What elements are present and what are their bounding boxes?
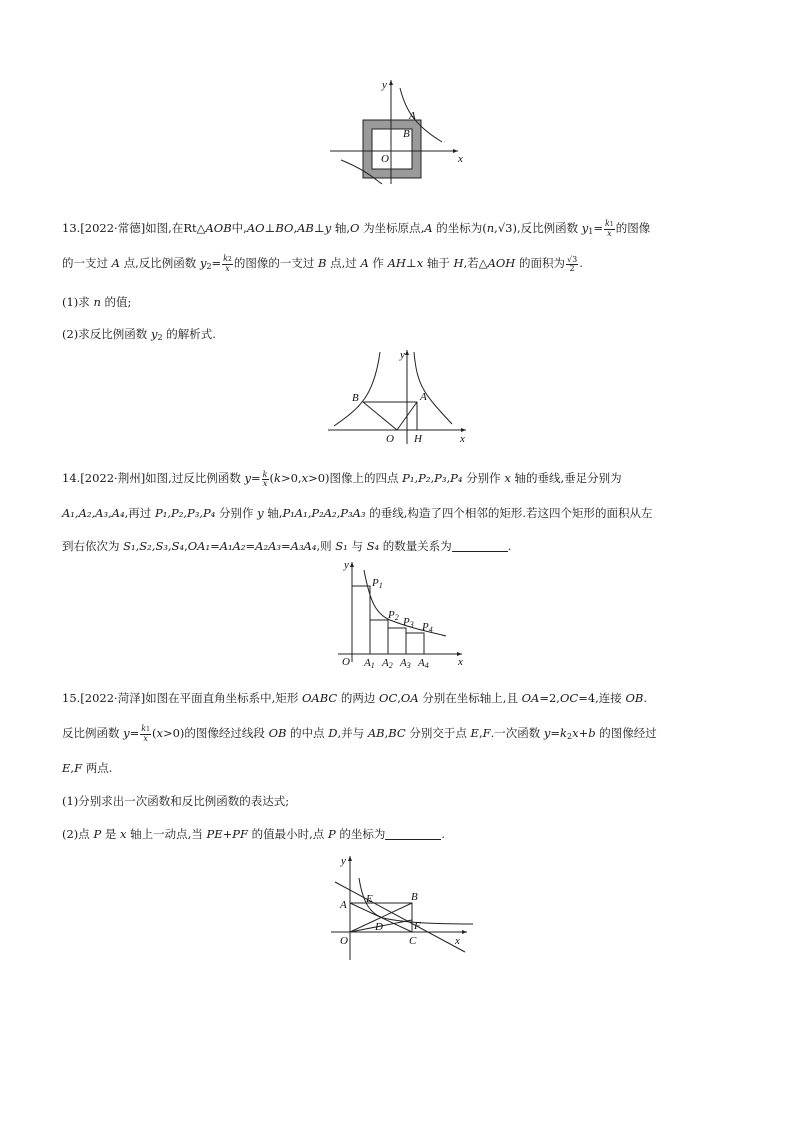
q14-text: >0)图像上的四点 [308,471,403,485]
label-x: x [458,656,463,668]
q15-var-x: x [120,827,127,841]
q13-text: 为坐标原点, [359,221,425,235]
label-F: F [414,920,421,932]
q13-eq: = [211,256,222,270]
q14-text: 到右依次为 [62,539,124,553]
q13-text: 的解析式. [162,327,216,341]
q15-text: 分别在坐标轴上,且 [418,691,522,705]
y-axis-arrow [348,856,352,861]
q15-frac-k1 [140,725,151,743]
label-A3-main: A [400,657,407,669]
label-O: O [340,935,348,947]
q14-text: 分别作 [462,471,505,485]
q13-frac-k2 [222,255,233,273]
q15-var-b: b [588,726,596,740]
q13-text: 的面积为 [515,256,565,270]
q13-point-a: A [360,256,369,270]
figure-q13 [320,346,475,446]
q15-part2 [62,826,742,842]
q13-sub: 2 [206,262,212,271]
q13-text: (1)求 [62,295,94,309]
q13-text: 作 [368,256,388,270]
q13-text: , [293,221,298,235]
q15-text: =2, [539,691,560,705]
q15-text: >0)的图像经过线段 [162,726,269,740]
q14-var-x: x [301,471,309,485]
q15-seg-pe: PE [206,827,223,841]
hyperbola-left-branch [334,352,380,426]
q13-sub: 2 [157,333,163,342]
label-P1-sub: 1 [378,581,383,590]
label-P4 [421,621,433,634]
label-x: x [460,433,465,445]
frac-num: √3 [567,254,578,264]
q13-var-y2: y [199,256,207,270]
q14-svg [330,558,470,670]
label-A2 [381,657,393,670]
q15-line1 [62,690,742,706]
q15-point-p: P [93,827,102,841]
q15-text: =4,连接 [578,691,626,705]
q14-text: 与 [347,539,367,553]
q15-seg-oc: OC [379,691,398,705]
q13-text: 的一支过 [62,256,112,270]
square-frame-svg [330,74,470,184]
q13-text: 点,过 [326,256,361,270]
q15-point-f: F [74,761,83,775]
q14-feet: A₁,A₂,A₃,A₄ [62,506,125,520]
label-A2-sub: 2 [388,661,393,670]
q14-line3 [62,538,742,554]
q15-part1 [62,793,742,809]
q13-point-o: O [350,221,360,235]
q13-sub: 1 [588,227,594,236]
q13-eq: = [593,221,604,235]
q15-text: (2)点 [62,827,94,841]
frac-num: k [262,469,268,479]
label-O: O [386,433,394,445]
q14-points: P₁,P₂,P₃,P₄ [402,471,463,485]
q13-point-h: H [453,256,464,270]
x-axis-arrow [462,930,467,934]
q15-text: . [441,827,446,841]
q15-text: .一次函数 [490,726,544,740]
q15-var-y: y [543,726,551,740]
q15-eq: = [550,726,561,740]
q15-text: (1)分别求出一次函数和反比例函数的表达式; [62,794,290,808]
q14-var-k: k [274,471,281,485]
q13-text: 的值; [100,295,132,309]
q15-point-f: F [482,726,491,740]
q13-point-a: A [111,256,120,270]
q13-text: . [579,256,583,270]
label-y: y [400,349,405,361]
q15-sub: 2 [567,732,573,741]
q15-seg-ob: OB [625,691,644,705]
q14-var-y: y [244,471,251,485]
q15-text: 的两边 [337,691,380,705]
q13-text: 轴, [331,221,351,235]
frac-den: x [262,478,268,488]
q14-text: 轴的垂线,垂足分别为 [510,471,622,485]
frac-den: 2 [569,263,575,273]
q15-point-e: E [470,726,479,740]
q14-equal-segments: OA₁=A₁A₂=A₂A₃=A₃A₄ [187,539,317,553]
q14-text: >0, [280,471,302,485]
q13-seg-bo: BO [275,221,294,235]
q15-var-y: y [123,726,130,740]
q15-seg-ob: OB [268,726,287,740]
q15-text: , [478,726,483,740]
frac-den: x [143,734,148,743]
label-B: B [403,128,410,140]
q13-line1 [62,220,742,240]
q13-text: 的图像的一支过 [233,256,319,270]
segment-bo [363,402,397,430]
figure-square-frame [330,74,470,184]
figure-q15 [325,852,475,964]
q14-segments: P₁A₁,P₂A₂,P₃A₃ [282,506,366,520]
q14-areas: S₁,S₂,S₃,S₄ [123,539,185,553]
q15-text: 的图像经过 [595,726,657,740]
label-A4 [417,657,429,670]
q14-s4: S₄ [366,539,380,553]
q15-plus: + [222,827,233,841]
q15-svg [325,852,475,964]
q15-seg-bc: BC [388,726,406,740]
q15-var-x: x [572,726,579,740]
q13-text: (2)求反比例函数 [62,327,151,341]
frac-num: k [605,219,610,228]
q13-point-b: B [318,256,327,270]
label-P4-main: P [422,621,429,633]
label-A: A [340,899,347,911]
label-B: B [352,392,359,404]
q13-seg-ah: AH [387,256,406,270]
q14-points: P₁,P₂,P₃,P₄ [154,506,216,520]
q13-var-y: y [324,221,332,235]
label-P1 [371,577,383,590]
q13-frac-area [566,256,578,273]
label-P3-main: P [403,616,410,628]
label-P4-sub: 4 [428,625,433,634]
q13-perp: ⊥ [405,256,417,270]
q13-triangle: AOB [205,221,232,235]
q14-text: 的垂线,构造了四个相邻的矩形.若这四个矩形的面积从左 [365,506,653,520]
q15-var-k: k [560,726,567,740]
label-B: B [411,891,418,903]
q15-line3 [62,760,742,776]
q13-seg-ab: AB [297,221,314,235]
q14-answer-blank[interactable] [452,541,508,552]
label-E: E [366,893,373,905]
label-P2-sub: 2 [394,613,399,622]
label-P2-main: P [388,609,395,621]
label-A3 [399,657,411,670]
q15-text: , [397,691,401,705]
q14-text: 的数量关系为 [379,539,452,553]
q15-line2 [62,725,742,745]
q15-text: ( [151,726,157,740]
q14-var-y: y [257,506,264,520]
label-A4-sub: 4 [424,661,429,670]
label-A: A [420,391,427,403]
label-P1-main: P [372,577,379,589]
q13-text: 轴于 [423,256,454,270]
q14-text: , [184,539,188,553]
q14-var-x: x [504,471,511,485]
label-A4-main: A [418,657,425,669]
label-O: O [381,153,389,165]
frac-den: x [607,229,612,238]
label-A1-sub: 1 [370,661,375,670]
rectangle-s1 [352,586,370,654]
q15-text: , [70,761,75,775]
q13-var-n: n [93,295,101,309]
q15-point-p: P [327,827,336,841]
q15-point-e: E [62,761,71,775]
q15-text: 分别交于点 [405,726,471,740]
q15-answer-blank[interactable] [385,829,441,840]
q15-text: 反比例函数 [62,726,124,740]
q15-plus: + [578,726,589,740]
label-x: x [458,153,463,165]
y-axis-arrow [405,350,409,355]
q14-line2 [62,505,742,521]
q15-seg-oa: OA [400,691,419,705]
label-H: H [414,433,422,445]
q15-text: 是 [101,827,121,841]
rectangle-s3 [388,628,406,654]
q14-s1: S₁ [335,539,348,553]
label-x: x [455,935,460,947]
q14-text: 14.[2022·荆州]如图,过反比例函数 [62,471,245,485]
frac-num: k [141,724,147,733]
q13-triangle-aoh: AOH [487,256,516,270]
q15-eq: = [129,726,140,740]
label-O: O [342,656,350,668]
q13-var-y1: y [581,221,589,235]
q14-text: 分别作 [215,506,258,520]
frac-sub: 1 [146,726,150,733]
q15-text: 轴上一动点,当 [126,827,207,841]
q15-seg-pf: PF [232,827,248,841]
q13-var-n: n [486,221,495,235]
q13-var-x: x [416,256,424,270]
q13-text: 中, [231,221,247,235]
q15-seg-oa: OA [521,691,540,705]
frac-sub: 1 [609,221,614,228]
label-C: C [409,935,417,947]
label-D: D [375,921,383,933]
q13-frac-k1 [604,220,615,238]
x-axis-arrow [461,428,466,432]
q15-text: , [384,726,389,740]
label-y: y [382,79,387,91]
q14-frac-k [262,471,269,488]
q15-rect: OABC [302,691,338,705]
q13-svg [320,346,475,446]
q13-text: 13.[2022·常德]如图,在Rt△ [62,221,206,235]
label-P3-sub: 3 [409,620,414,629]
q13-line2 [62,255,742,275]
q14-text: ,则 [316,539,336,553]
q14-text: 轴, [263,506,283,520]
frac-num: k [223,254,229,263]
label-P3 [402,616,414,629]
q15-seg-oc: OC [559,691,579,705]
q14-eq: = [251,471,261,485]
q15-text: 两点. [82,761,113,775]
line-ef [335,882,465,952]
q13-text: 的坐标为( [432,221,487,235]
label-y: y [344,559,349,571]
q13-text: 的图像 [615,221,651,235]
q13-part1 [62,294,742,310]
q13-text: ,若△ [463,256,488,270]
label-A1-main: A [364,657,371,669]
label-P2 [387,609,399,622]
label-A3-sub: 3 [406,661,411,670]
q15-text: 的坐标为 [335,827,386,841]
q13-var-y2: y [150,327,158,341]
q14-text: ( [269,471,274,485]
q13-point-a: A [424,221,433,235]
frac-den: x [225,264,230,273]
q15-text: 的中点 [286,726,329,740]
q15-seg-ab: AB [367,726,385,740]
rectangle-s4 [406,633,424,654]
q14-line1 [62,470,742,488]
label-A2-main: A [382,657,389,669]
q13-text: ,√3),反比例函数 [494,221,582,235]
rectangle-s2 [370,620,388,654]
q15-point-d: D [328,726,338,740]
q15-var-x: x [156,726,163,740]
q13-perp: ⊥ [313,221,325,235]
label-y: y [341,855,346,867]
q14-text: ,再过 [124,506,155,520]
label-A: A [409,110,416,122]
frac-sub: 2 [228,256,232,263]
y-axis-arrow [389,80,393,85]
hyperbola-right-branch [414,352,452,424]
q15-text: . [643,691,647,705]
q15-text: ,并与 [337,726,368,740]
q13-part2 [62,326,742,346]
figure-q14 [330,558,470,670]
q15-text: 的值最小时,点 [247,827,328,841]
y-axis-arrow [350,562,354,567]
q13-text: 点,反比例函数 [119,256,200,270]
q13-perp: ⊥ [264,221,276,235]
label-A1 [363,657,375,670]
q15-text: 15.[2022·菏泽]如图在平面直角坐标系中,矩形 [62,691,302,705]
q13-seg-ao: AO [246,221,265,235]
q14-text: . [507,539,512,553]
